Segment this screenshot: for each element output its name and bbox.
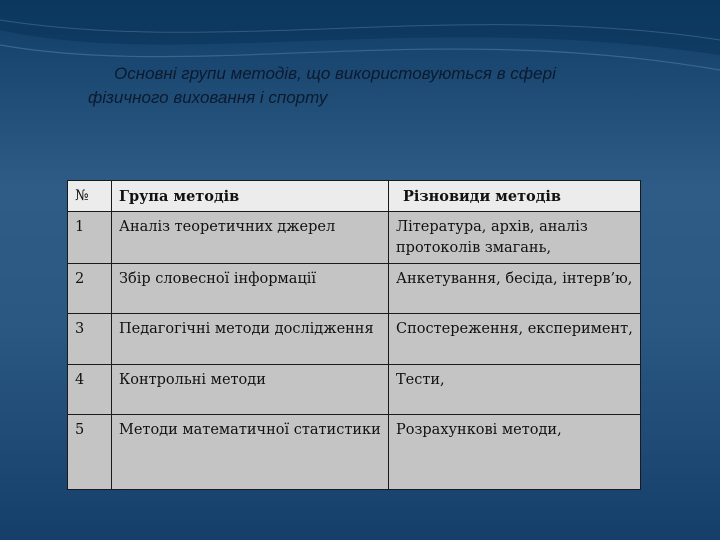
row-group: Аналіз теоретичних джерел (112, 212, 389, 264)
methods-table (67, 180, 641, 490)
row-group: Методи математичної статистики (112, 415, 389, 490)
row-number: 2 (68, 264, 112, 314)
table-row (68, 264, 641, 314)
row-number: 5 (68, 415, 112, 490)
row-kinds: Спостереження, експеримент, (389, 314, 641, 365)
slide-title-line2: фізичного виховання і спорту (88, 88, 328, 107)
table-row (68, 415, 641, 490)
row-group: Педагогічні методи дослідження (112, 314, 389, 365)
row-number: 3 (68, 314, 112, 365)
row-number: 4 (68, 365, 112, 415)
header-number: № (68, 181, 112, 212)
row-group: Збір словесної інформації (112, 264, 389, 314)
header-group: Група методів (112, 181, 389, 212)
row-kinds: Література, архів, аналіз протоколів змагань, (389, 212, 641, 264)
row-kinds: Анкетування, бесіда, інтерв’ю, (389, 264, 641, 314)
row-kinds: Розрахункові методи, (389, 415, 641, 490)
row-kinds: Тести, (389, 365, 641, 415)
slide-title (88, 62, 618, 110)
row-number: 1 (68, 212, 112, 264)
slide-title-line1: Основні групи методів, що використовуються в сфері (114, 64, 556, 83)
table-row (68, 314, 641, 365)
table-header-row (68, 181, 641, 212)
table-row (68, 365, 641, 415)
table-row (68, 212, 641, 264)
row-group: Контрольні методи (112, 365, 389, 415)
header-kinds: Різновиди методів (389, 181, 641, 212)
